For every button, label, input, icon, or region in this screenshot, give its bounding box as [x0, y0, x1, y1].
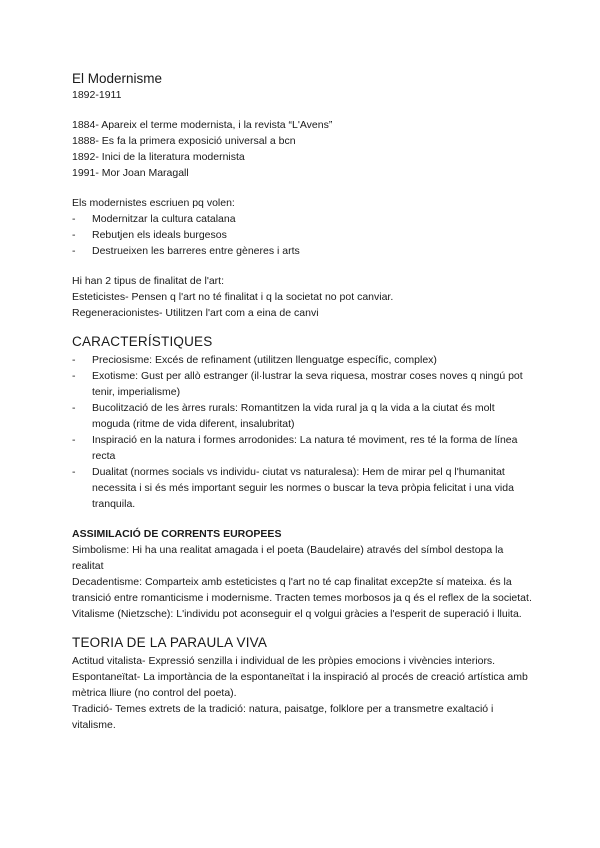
list-item: - Exotisme: Gust per allò estranger (il·lustrar la seva riquesa, mostrar coses noves q ningú pot tenir, imperialisme): [72, 368, 532, 400]
paragraph: Simbolisme: Hi ha una realitat amagada i el poeta (Baudelaire) através del símbol destopa la realitat: [72, 544, 504, 572]
list-item: - Bucolització de les àrres rurals: Romantitzen la vida rural ja q la vida a la ciutat és molt moguda (ritme de vida diferent, insalubritat): [72, 400, 532, 432]
paragraph: Tradició- Temes extrets de la tradició: natura, paisatge, folklore per a transmetre exaltació i vitalisme.: [72, 703, 494, 731]
page-title: El Modernisme: [72, 71, 163, 86]
list-item: - Inspiració en la natura i formes arrodonides: La natura té moviment, res té la forma de línea recta: [72, 432, 532, 464]
paragraph: Vitalisme (Nietzsche): L'individu pot aconseguir el q volgui gràcies a l'esperit de superació i lluita.: [72, 608, 522, 620]
list-item: - Rebutjen els ideals burgesos: [72, 227, 532, 243]
finalitat-intro: Hi han 2 tipus de finalitat de l'art:: [72, 275, 225, 287]
list-item: - Modernitzar la cultura catalana: [72, 211, 532, 227]
section-heading-paraula-viva: TEORIA DE LA PARAULA VIVA: [72, 635, 268, 650]
timeline-item: 1892- Inici de la literatura modernista: [72, 151, 245, 163]
reasons-list: [72, 211, 532, 259]
caracteristiques-list: [72, 352, 532, 512]
list-item: - Dualitat (normes socials vs individu- ciutat vs naturalesa): Hem de mirar pel q l'humanitat necessita i si és més important seguir les normes o buscar la teva pròpia felicitat i una vida tranquila.: [72, 464, 532, 512]
timeline-item: 1884- Apareix el terme modernista, i la revista “L'Avens”: [72, 119, 333, 131]
list-item: - Preciosisme: Excés de refinament (utilitzen llenguatge específic, complex): [72, 352, 532, 368]
section-heading-assimilacio: ASSIMILACIÓ DE CORRENTS EUROPEES: [72, 528, 282, 540]
reasons-intro: Els modernistes escriuen pq volen:: [72, 197, 235, 209]
paragraph: Espontaneïtat- La importància de la espontaneïtat i la inspiració al procés de creació artística amb mètrica lliure (no control del poeta).: [72, 671, 528, 699]
timeline-list: [72, 117, 532, 181]
timeline-item: 1991- Mor Joan Maragall: [72, 167, 189, 179]
finalitat-line: Regeneracionistes- Utilitzen l'art com a eina de canvi: [72, 307, 319, 319]
list-item: - Destrueixen les barreres entre gèneres i arts: [72, 243, 532, 259]
date-range: 1892-1911: [72, 89, 122, 101]
timeline-item: 1888- Es fa la primera exposició universal a bcn: [72, 135, 296, 147]
paragraph: Decadentisme: Comparteix amb esteticistes q l'art no té cap finalitat excep2te sí mateixa. és la transició entre romanticisme i modernisme. Tracten temes morbosos ja q és el reflex de la societat.: [72, 576, 532, 604]
paragraph: Actitud vitalista- Expressió senzilla i individual de les pròpies emocions i vivències interiors.: [72, 655, 496, 667]
section-heading-caracteristiques: CARACTERÍSTIQUES: [72, 334, 213, 349]
document-body: [72, 70, 532, 733]
finalitat-line: Esteticistes- Pensen q l'art no té finalitat i q la societat no pot canviar.: [72, 291, 394, 303]
